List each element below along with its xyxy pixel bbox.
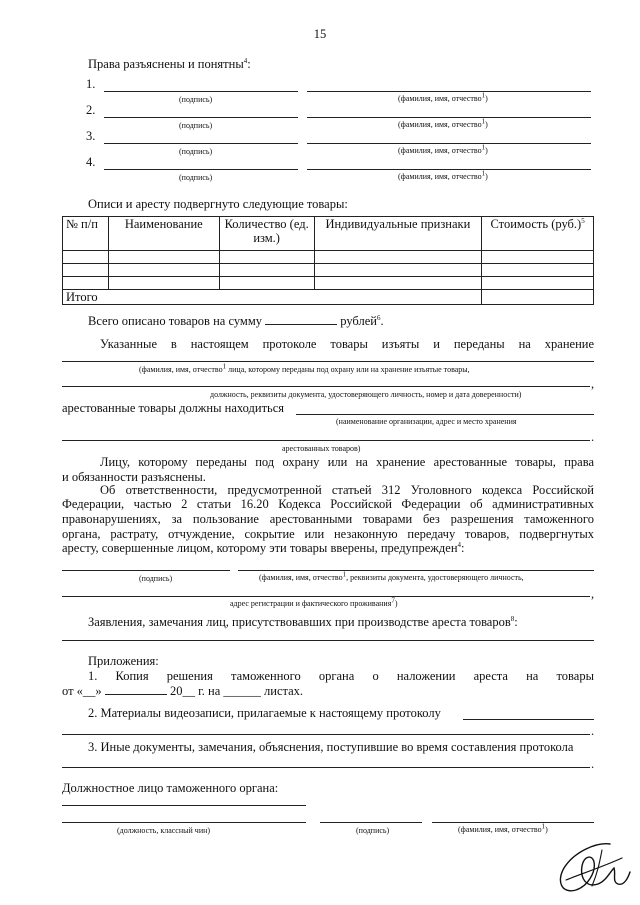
handwritten-signature <box>552 838 634 900</box>
rights-sign-line-2[interactable] <box>104 117 298 118</box>
rights-num-1: 1. <box>86 77 96 91</box>
official-sign-caption: (подпись) <box>356 826 390 835</box>
storage-location-label: арестованные товары должны находиться <box>62 401 285 415</box>
storage-person-line[interactable] <box>62 361 594 362</box>
official-position-line-1[interactable] <box>62 805 306 806</box>
storage-dot: . <box>591 430 595 444</box>
storage-person-caption: (фамилия, имя, отчество$^1$ лица, которому переданы под охрану или на хранение изъятые товары, <box>139 362 470 374</box>
official-position-caption: (должность, классный чин) <box>117 826 211 835</box>
official-name-line[interactable] <box>432 822 594 823</box>
col-name: Наименование <box>108 217 219 251</box>
table-row[interactable] <box>63 277 594 290</box>
warning-address-line[interactable] <box>62 596 590 597</box>
rights-name-caption-1: (фамилия, имя, отчество$^1$) <box>398 91 488 103</box>
rights-name-line-2[interactable] <box>307 117 591 118</box>
warning-p2-line2: Федерации, частью 2 статьи 16.20 Кодекса Российской Федерации об административных <box>62 497 594 511</box>
warning-comma: , <box>591 587 595 601</box>
rights-heading: Права разъяснены и понятны$^4$: <box>88 56 251 71</box>
attachment-2-line[interactable] <box>62 734 590 735</box>
rights-num-4: 4. <box>86 155 96 169</box>
total-label: Итого <box>63 290 482 305</box>
total-cost-cell[interactable] <box>482 290 594 305</box>
official-position-line-2[interactable] <box>62 822 306 823</box>
official-sign-line[interactable] <box>320 822 422 823</box>
attachment-date-input[interactable] <box>105 684 167 695</box>
attachment-1-line2: от «__» 20__ г. на ______ листах. <box>62 684 304 698</box>
statements-label: Заявления, замечания лиц, присутствовавших при производстве ареста товаров$^8$: <box>88 614 518 629</box>
rights-sign-caption-2: (подпись) <box>179 121 213 130</box>
storage-address-line[interactable] <box>62 440 590 441</box>
sum-line: Всего описано товаров на сумму рублей$^6$. <box>88 313 384 328</box>
warning-p1-line1: Лицу, которому переданы под охрану или на хранение арестованные товары, права <box>100 455 594 469</box>
warning-name-line[interactable] <box>238 570 594 571</box>
storage-document-caption: должность, реквизиты документа, удостоверяющего личность, номер и дата доверенности) <box>210 390 522 399</box>
rights-name-caption-3: (фамилия, имя, отчество$^1$) <box>398 143 488 155</box>
warning-p2-line1: Об ответственности, предусмотренной статьей 312 Уголовного кодекса Российской <box>100 483 594 497</box>
rights-sign-caption-1: (подпись) <box>179 95 213 104</box>
rights-name-caption-4: (фамилия, имя, отчество$^1$) <box>398 169 488 181</box>
storage-location-line[interactable] <box>296 414 594 415</box>
storage-location-caption: (наименование организации, адрес и место хранения <box>336 417 517 426</box>
goods-header-row <box>63 217 594 251</box>
rights-name-line-1[interactable] <box>307 91 591 92</box>
rights-name-caption-2: (фамилия, имя, отчество$^1$) <box>398 117 488 129</box>
rights-sign-line-3[interactable] <box>104 143 298 144</box>
rights-sign-line-1[interactable] <box>104 91 298 92</box>
attachment-3-line[interactable] <box>62 767 590 768</box>
page-number: 15 <box>313 27 327 41</box>
attachment-2-dot: . <box>591 724 595 738</box>
warning-p1-line2: и обязанности разъяснены. <box>62 470 206 484</box>
warning-p2-line4: органа, растрату, отчуждение, сокрытие или незаконную передачу товаров, подвергнутых <box>62 527 594 541</box>
rights-sign-caption-3: (подпись) <box>179 147 213 156</box>
total-row <box>63 290 594 305</box>
warning-p2-line3: правонарушениях, за пользование арестованными товарами без разрешения таможенного <box>62 512 594 526</box>
storage-address-caption: арестованных товаров) <box>282 444 361 453</box>
col-features: Индивидуальные признаки <box>314 217 482 251</box>
attachment-2-input[interactable] <box>463 719 594 720</box>
col-cost: Стоимость $(руб.)^5$ <box>482 217 594 251</box>
table-row[interactable] <box>63 251 594 264</box>
sum-input[interactable] <box>265 314 337 325</box>
storage-line-1: Указанные в настоящем протоколе товары изъяты и переданы на хранение <box>100 337 594 351</box>
rights-num-2: 2. <box>86 103 96 117</box>
official-name-caption: (фамилия, имя, отчество$^1$) <box>458 822 548 834</box>
attachments-heading: Приложения: <box>88 654 159 668</box>
warning-name-caption: (фамилия, имя, отчество$^1$, реквизиты документа, удостоверяющего личность, <box>259 570 524 582</box>
table-row[interactable] <box>63 264 594 277</box>
rights-name-line-3[interactable] <box>307 143 591 144</box>
rights-sign-line-4[interactable] <box>104 169 298 170</box>
warning-p2-line5: аресту, совершенные лицом, которому эти товары вверены, предупрежден$^4$: <box>62 540 465 555</box>
warning-address-caption: адрес регистрации и фактического проживания$^7$) <box>230 596 398 608</box>
storage-comma: , <box>591 377 595 391</box>
attachment-2-label: 2. Материалы видеозаписи, прилагаемые к настоящему протоколу <box>88 706 441 720</box>
official-heading: Должностное лицо таможенного органа: <box>62 781 279 795</box>
warning-sign-caption: (подпись) <box>139 574 173 583</box>
rights-num-3: 3. <box>86 129 96 143</box>
col-number: № п/п <box>63 217 109 251</box>
inventory-heading: Описи и аресту подвергнуто следующие товары: <box>88 197 348 211</box>
attachment-3-label: 3. Иные документы, замечания, объяснения, поступившие во время составления протокола <box>88 740 574 754</box>
rights-sign-caption-4: (подпись) <box>179 173 213 182</box>
goods-table <box>62 216 594 305</box>
rights-name-line-4[interactable] <box>307 169 591 170</box>
attachment-1-line1: 1. Копия решения таможенного органа о наложении ареста на товары <box>88 669 594 683</box>
statements-line[interactable] <box>62 640 594 641</box>
storage-document-line[interactable] <box>62 386 590 387</box>
attachment-3-dot: . <box>591 757 595 771</box>
warning-sign-line[interactable] <box>62 570 230 571</box>
col-quantity: Количество (ед. изм.) <box>219 217 314 251</box>
